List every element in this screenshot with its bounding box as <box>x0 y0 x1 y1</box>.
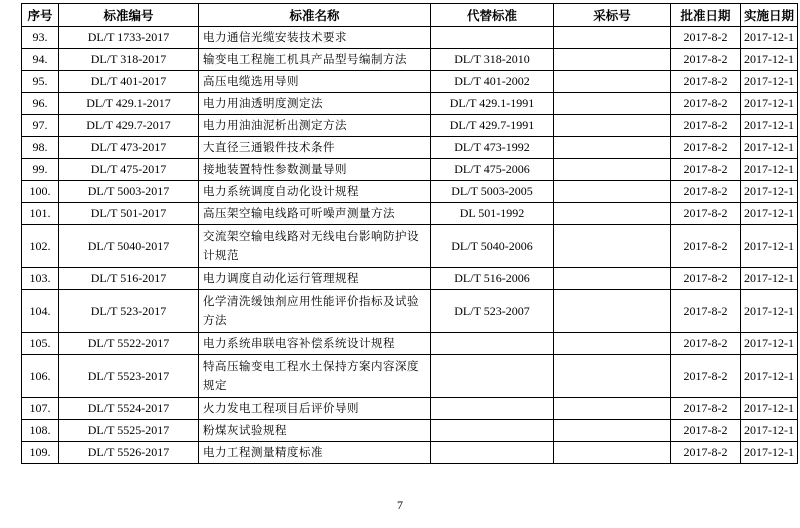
cell-effective-date: 2017-12-1 <box>741 290 798 333</box>
cell-standard-code: DL/T 5523-2017 <box>59 355 199 398</box>
cell-serial-number: 109. <box>22 442 59 464</box>
cell-approval-date: 2017-8-2 <box>671 333 741 355</box>
cell-standard-code: DL/T 5526-2017 <box>59 442 199 464</box>
cell-adopted-standard <box>554 420 671 442</box>
table-row <box>22 159 798 181</box>
cell-serial-number: 107. <box>22 398 59 420</box>
cell-effective-date: 2017-12-1 <box>741 137 798 159</box>
cell-serial-number: 106. <box>22 355 59 398</box>
cell-approval-date: 2017-8-2 <box>671 290 741 333</box>
cell-adopted-standard <box>554 225 671 268</box>
cell-standard-code: DL/T 523-2017 <box>59 290 199 333</box>
cell-replaced-standard <box>431 442 554 464</box>
cell-adopted-standard <box>554 398 671 420</box>
cell-standard-name: 电力用油透明度测定法 <box>199 93 431 115</box>
cell-standard-name: 化学清洗缓蚀剂应用性能评价指标及试验方法 <box>199 290 431 333</box>
table-row <box>22 398 798 420</box>
cell-standard-name: 电力工程测量精度标准 <box>199 442 431 464</box>
cell-standard-code: DL/T 5040-2017 <box>59 225 199 268</box>
cell-approval-date: 2017-8-2 <box>671 49 741 71</box>
table-row <box>22 49 798 71</box>
cell-approval-date: 2017-8-2 <box>671 398 741 420</box>
cell-serial-number: 100. <box>22 181 59 203</box>
cell-replaced-standard <box>431 333 554 355</box>
cell-adopted-standard <box>554 181 671 203</box>
table-row <box>22 181 798 203</box>
cell-serial-number: 101. <box>22 203 59 225</box>
cell-standard-name: 火力发电工程项目后评价导则 <box>199 398 431 420</box>
cell-standard-name: 接地装置特性参数测量导则 <box>199 159 431 181</box>
cell-replaced-standard <box>431 398 554 420</box>
cell-replaced-standard: DL/T 5003-2005 <box>431 181 554 203</box>
cell-replaced-standard: DL/T 318-2010 <box>431 49 554 71</box>
table-row <box>22 420 798 442</box>
cell-effective-date: 2017-12-1 <box>741 355 798 398</box>
table-row <box>22 290 798 333</box>
header-replaced-standard: 代替标准 <box>431 4 554 27</box>
cell-serial-number: 96. <box>22 93 59 115</box>
cell-adopted-standard <box>554 49 671 71</box>
cell-adopted-standard <box>554 355 671 398</box>
table-row <box>22 71 798 93</box>
cell-replaced-standard <box>431 355 554 398</box>
cell-standard-code: DL/T 501-2017 <box>59 203 199 225</box>
cell-approval-date: 2017-8-2 <box>671 137 741 159</box>
cell-standard-code: DL/T 5522-2017 <box>59 333 199 355</box>
cell-standard-code: DL/T 5525-2017 <box>59 420 199 442</box>
cell-approval-date: 2017-8-2 <box>671 355 741 398</box>
cell-standard-code: DL/T 5003-2017 <box>59 181 199 203</box>
cell-adopted-standard <box>554 115 671 137</box>
cell-replaced-standard: DL/T 429.1-1991 <box>431 93 554 115</box>
cell-serial-number: 97. <box>22 115 59 137</box>
cell-serial-number: 98. <box>22 137 59 159</box>
cell-serial-number: 105. <box>22 333 59 355</box>
cell-standard-name: 输变电工程施工机具产品型号编制方法 <box>199 49 431 71</box>
header-effective-date: 实施日期 <box>741 4 798 27</box>
cell-serial-number: 93. <box>22 27 59 49</box>
header-standard-name: 标准名称 <box>199 4 431 27</box>
cell-adopted-standard <box>554 203 671 225</box>
standards-table <box>21 3 798 464</box>
table-row <box>22 93 798 115</box>
cell-approval-date: 2017-8-2 <box>671 115 741 137</box>
cell-standard-name: 高压电缆选用导则 <box>199 71 431 93</box>
cell-adopted-standard <box>554 93 671 115</box>
cell-effective-date: 2017-12-1 <box>741 71 798 93</box>
cell-replaced-standard <box>431 420 554 442</box>
cell-approval-date: 2017-8-2 <box>671 71 741 93</box>
cell-serial-number: 102. <box>22 225 59 268</box>
cell-standard-name: 电力通信光缆安装技术要求 <box>199 27 431 49</box>
cell-adopted-standard <box>554 27 671 49</box>
table-row <box>22 268 798 290</box>
cell-adopted-standard <box>554 333 671 355</box>
cell-standard-name: 电力用油油泥析出测定方法 <box>199 115 431 137</box>
cell-standard-code: DL/T 1733-2017 <box>59 27 199 49</box>
cell-approval-date: 2017-8-2 <box>671 93 741 115</box>
page-number: 7 <box>397 498 403 512</box>
cell-adopted-standard <box>554 137 671 159</box>
cell-replaced-standard: DL/T 516-2006 <box>431 268 554 290</box>
cell-adopted-standard <box>554 290 671 333</box>
cell-standard-name: 高压架空输电线路可听噪声测量方法 <box>199 203 431 225</box>
cell-adopted-standard <box>554 159 671 181</box>
cell-effective-date: 2017-12-1 <box>741 420 798 442</box>
table-row <box>22 27 798 49</box>
table-row <box>22 442 798 464</box>
cell-replaced-standard: DL/T 5040-2006 <box>431 225 554 268</box>
cell-serial-number: 104. <box>22 290 59 333</box>
cell-adopted-standard <box>554 268 671 290</box>
table-row <box>22 115 798 137</box>
cell-standard-name: 粉煤灰试验规程 <box>199 420 431 442</box>
cell-standard-code: DL/T 475-2017 <box>59 159 199 181</box>
cell-approval-date: 2017-8-2 <box>671 159 741 181</box>
cell-serial-number: 108. <box>22 420 59 442</box>
header-serial-number: 序号 <box>22 4 59 27</box>
cell-replaced-standard: DL/T 429.7-1991 <box>431 115 554 137</box>
cell-approval-date: 2017-8-2 <box>671 225 741 268</box>
cell-effective-date: 2017-12-1 <box>741 333 798 355</box>
cell-standard-name: 大直径三通锻件技术条件 <box>199 137 431 159</box>
cell-standard-code: DL/T 429.1-2017 <box>59 93 199 115</box>
header-adopted-standard: 采标号 <box>554 4 671 27</box>
cell-adopted-standard <box>554 442 671 464</box>
cell-effective-date: 2017-12-1 <box>741 159 798 181</box>
cell-effective-date: 2017-12-1 <box>741 93 798 115</box>
cell-standard-name: 交流架空输电线路对无线电台影响防护设计规范 <box>199 225 431 268</box>
cell-replaced-standard <box>431 27 554 49</box>
header-standard-code: 标准编号 <box>59 4 199 27</box>
table-row <box>22 203 798 225</box>
cell-standard-code: DL/T 401-2017 <box>59 71 199 93</box>
cell-effective-date: 2017-12-1 <box>741 49 798 71</box>
cell-serial-number: 103. <box>22 268 59 290</box>
cell-adopted-standard <box>554 71 671 93</box>
cell-effective-date: 2017-12-1 <box>741 268 798 290</box>
table-header-row <box>22 4 798 27</box>
cell-approval-date: 2017-8-2 <box>671 27 741 49</box>
cell-replaced-standard: DL/T 475-2006 <box>431 159 554 181</box>
cell-standard-name: 特高压输变电工程水土保持方案内容深度规定 <box>199 355 431 398</box>
cell-effective-date: 2017-12-1 <box>741 203 798 225</box>
cell-effective-date: 2017-12-1 <box>741 225 798 268</box>
cell-standard-name: 电力调度自动化运行管理规程 <box>199 268 431 290</box>
cell-approval-date: 2017-8-2 <box>671 420 741 442</box>
cell-approval-date: 2017-8-2 <box>671 203 741 225</box>
cell-approval-date: 2017-8-2 <box>671 181 741 203</box>
header-approval-date: 批准日期 <box>671 4 741 27</box>
cell-effective-date: 2017-12-1 <box>741 398 798 420</box>
cell-replaced-standard: DL/T 473-1992 <box>431 137 554 159</box>
table-row <box>22 225 798 268</box>
cell-serial-number: 94. <box>22 49 59 71</box>
cell-replaced-standard: DL/T 523-2007 <box>431 290 554 333</box>
cell-standard-code: DL/T 429.7-2017 <box>59 115 199 137</box>
cell-standard-code: DL/T 473-2017 <box>59 137 199 159</box>
table-row <box>22 355 798 398</box>
table-body <box>22 27 798 464</box>
cell-approval-date: 2017-8-2 <box>671 442 741 464</box>
table-row <box>22 333 798 355</box>
cell-standard-code: DL/T 5524-2017 <box>59 398 199 420</box>
cell-effective-date: 2017-12-1 <box>741 181 798 203</box>
cell-effective-date: 2017-12-1 <box>741 115 798 137</box>
cell-replaced-standard: DL 501-1992 <box>431 203 554 225</box>
cell-effective-date: 2017-12-1 <box>741 442 798 464</box>
cell-standard-code: DL/T 516-2017 <box>59 268 199 290</box>
cell-standard-name: 电力系统串联电容补偿系统设计规程 <box>199 333 431 355</box>
cell-standard-code: DL/T 318-2017 <box>59 49 199 71</box>
cell-effective-date: 2017-12-1 <box>741 27 798 49</box>
cell-replaced-standard: DL/T 401-2002 <box>431 71 554 93</box>
cell-standard-name: 电力系统调度自动化设计规程 <box>199 181 431 203</box>
cell-serial-number: 99. <box>22 159 59 181</box>
cell-approval-date: 2017-8-2 <box>671 268 741 290</box>
cell-serial-number: 95. <box>22 71 59 93</box>
table-row <box>22 137 798 159</box>
